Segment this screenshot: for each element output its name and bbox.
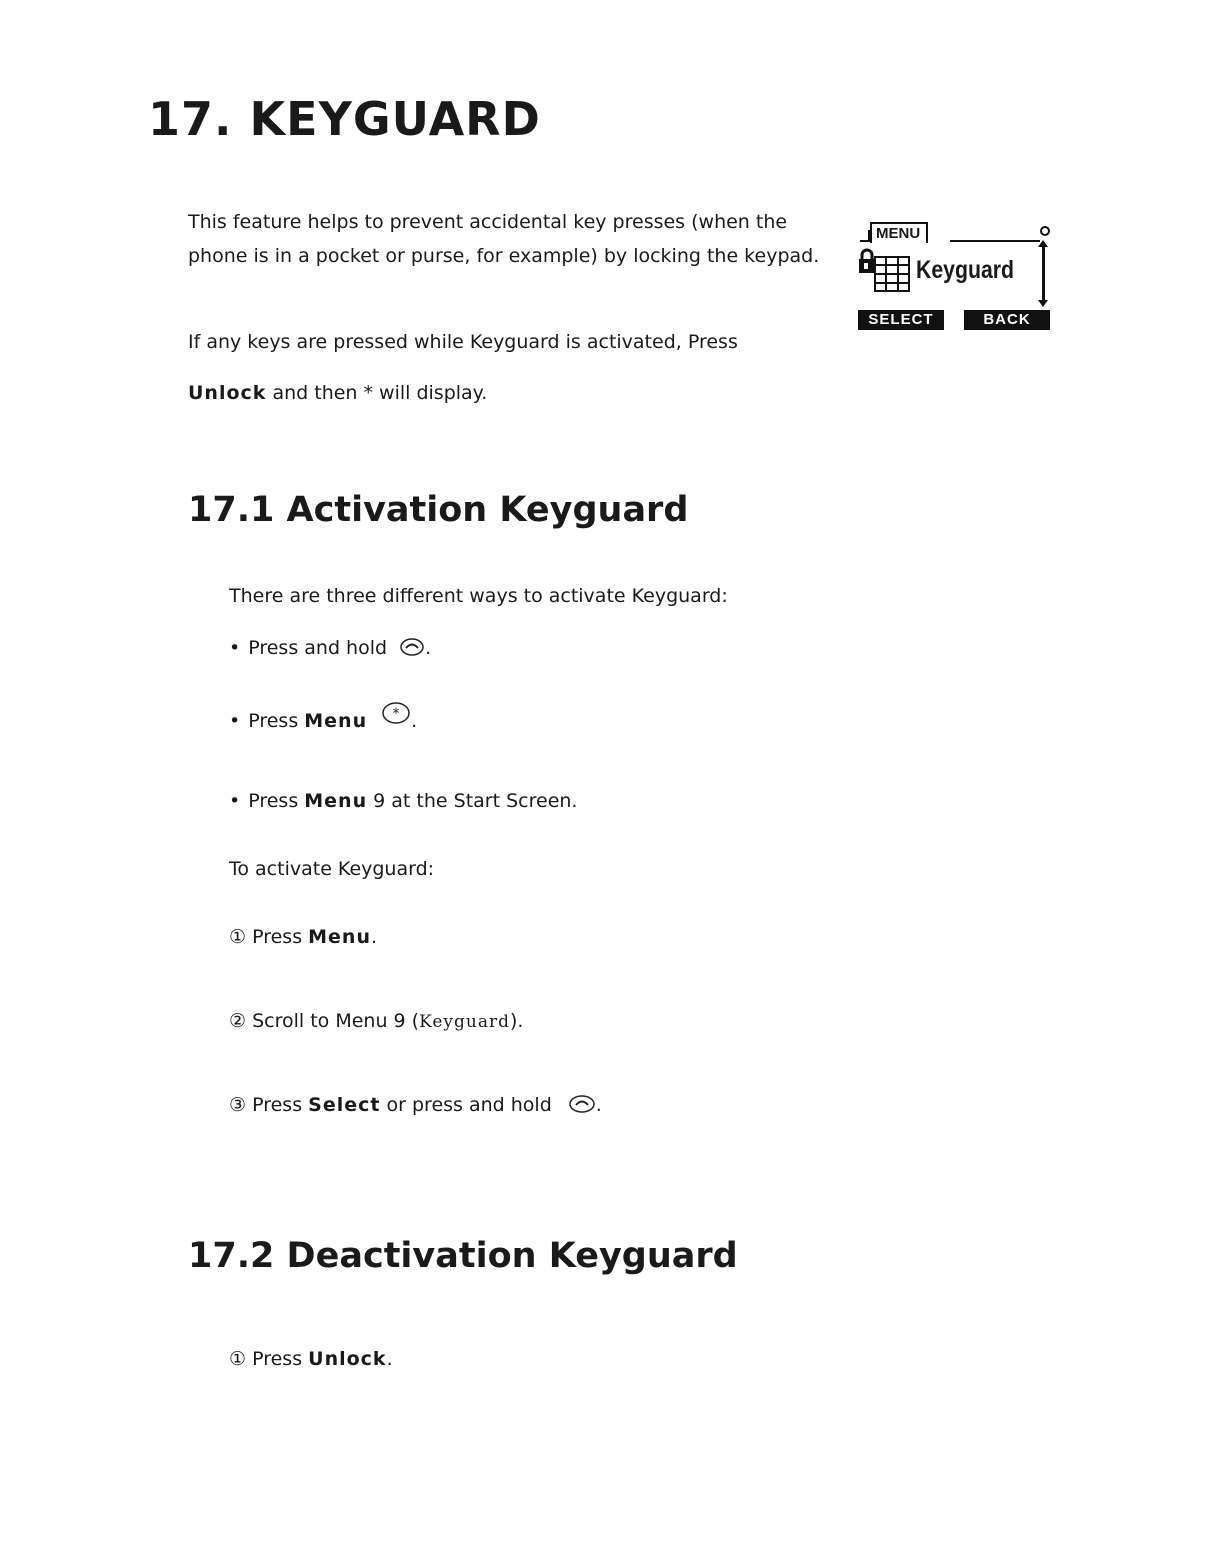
deactivation-step-1-text: Press bbox=[246, 1348, 309, 1370]
section-heading-deactivation: 17.2 Deactivation Keyguard bbox=[188, 1236, 738, 1276]
menu-header-line bbox=[950, 240, 1040, 242]
activation-intro: There are three different ways to activate Keyguard: bbox=[229, 585, 728, 607]
step-1-menu: Menu bbox=[308, 926, 371, 948]
intro-paragraph-3-rest: and then * will display. bbox=[266, 382, 488, 404]
menu-tab-label: MENU bbox=[870, 222, 928, 243]
bullet-1-text: Press and hold bbox=[248, 637, 394, 659]
select-softkey: SELECT bbox=[858, 310, 944, 330]
bullet-1-period: . bbox=[425, 637, 432, 659]
bullet-press-menu bbox=[229, 701, 417, 738]
bullet-3-rest: 9 at the Start Screen. bbox=[367, 790, 578, 812]
step-2 bbox=[229, 1004, 523, 1039]
step-1-text: Press bbox=[246, 926, 309, 948]
intro-paragraph-3 bbox=[188, 376, 487, 410]
step-1-period: . bbox=[371, 926, 378, 948]
step-3-text: Press bbox=[246, 1094, 309, 1116]
section-heading-activation: 17.1 Activation Keyguard bbox=[188, 490, 689, 530]
deactivation-step-1-number: ① bbox=[229, 1348, 247, 1370]
step-1 bbox=[229, 920, 377, 954]
screen-title: Keyguard bbox=[916, 256, 1015, 284]
step-2-text: Scroll to Menu 9 ( bbox=[246, 1010, 420, 1032]
bullet-press-menu-9 bbox=[229, 784, 577, 818]
bullet-3-text: Press bbox=[248, 790, 305, 812]
svg-text:*: * bbox=[392, 706, 400, 722]
deactivation-step-1-unlock: Unlock bbox=[308, 1348, 387, 1370]
deactivation-step-1 bbox=[229, 1342, 393, 1376]
star-key-icon bbox=[381, 701, 411, 725]
step-3-rest: or press and hold bbox=[380, 1094, 558, 1116]
step-2-number: ② bbox=[229, 1010, 247, 1032]
scrollbar bbox=[1042, 244, 1045, 304]
scroll-top-dot bbox=[1040, 226, 1050, 236]
menu-tab-hook bbox=[860, 230, 870, 242]
keypad-icon bbox=[874, 256, 910, 292]
phone-screen-figure bbox=[856, 220, 1052, 332]
steps-intro: To activate Keyguard: bbox=[229, 858, 435, 880]
back-softkey: BACK bbox=[964, 310, 1050, 330]
page-title: 17. KEYGUARD bbox=[148, 92, 541, 146]
unlock-term: Unlock bbox=[188, 382, 267, 404]
menu-term: Menu bbox=[304, 710, 368, 732]
bullet-2-text: Press bbox=[248, 710, 305, 732]
intro-paragraph: This feature helps to prevent accidental key presses (when the phone is in a pocket or purse, for example) by locking the keypad. bbox=[188, 211, 820, 267]
end-key-icon-2 bbox=[568, 1094, 596, 1114]
step-3 bbox=[229, 1088, 602, 1122]
intro-paragraph-2: If any keys are pressed while Keyguard is activated, Press bbox=[188, 331, 738, 353]
menu-term-2: Menu bbox=[304, 790, 368, 812]
bullet-2-period: . bbox=[411, 710, 418, 732]
step-2-end: ). bbox=[509, 1010, 524, 1032]
step-2-keyguard: Keyguard bbox=[419, 1012, 510, 1032]
step-1-number: ① bbox=[229, 926, 247, 948]
bullet-press-hold bbox=[229, 631, 431, 665]
step-3-period: . bbox=[595, 1094, 602, 1116]
step-3-select: Select bbox=[308, 1094, 381, 1116]
end-key-icon bbox=[399, 637, 425, 657]
scroll-down-arrow-icon bbox=[1038, 300, 1048, 307]
deactivation-step-1-period: . bbox=[386, 1348, 393, 1370]
step-3-number: ③ bbox=[229, 1094, 247, 1116]
